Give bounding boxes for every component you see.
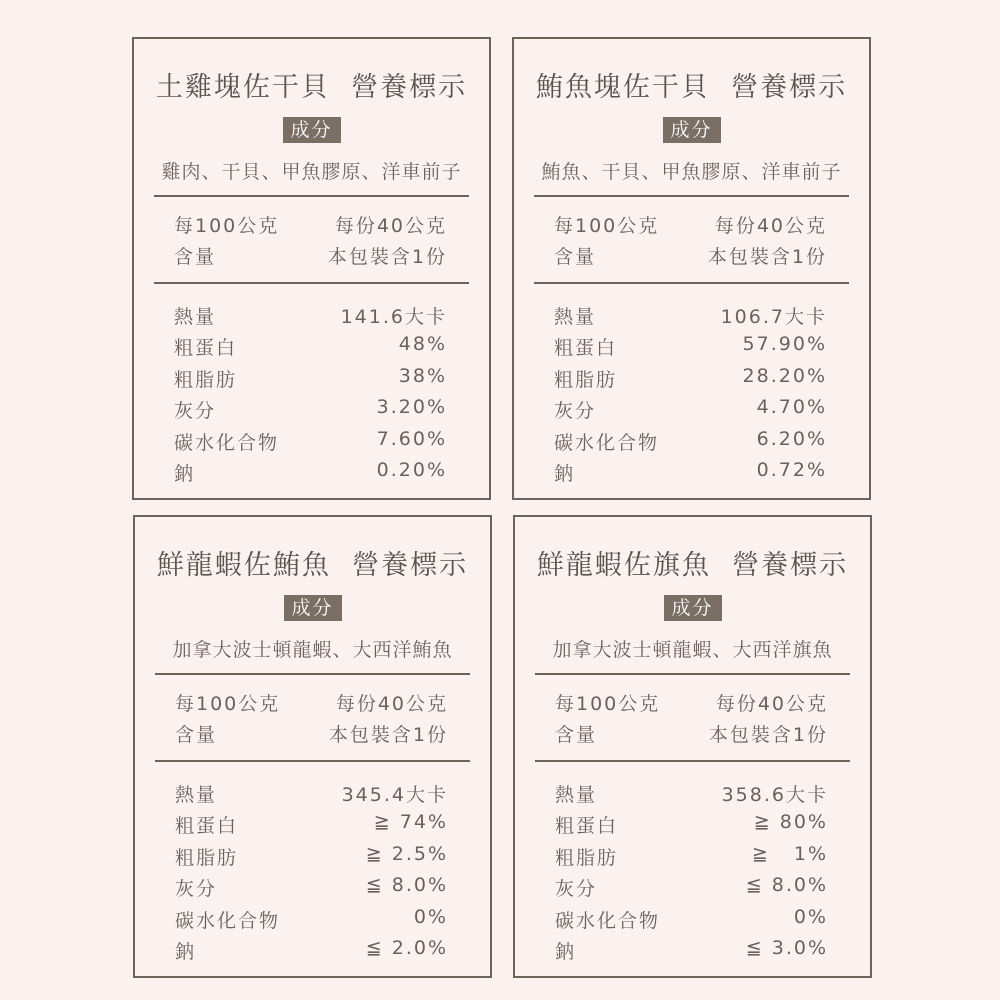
nutrient-value: 48% (398, 333, 447, 355)
nutrient-label: 熱量 (554, 306, 597, 328)
nutrient-value: 28.20% (742, 365, 827, 387)
nutrient-value: ≦ 8.0% (365, 874, 448, 896)
nutrient-row (175, 874, 448, 904)
nutrient-value: ≦ 3.0% (745, 937, 828, 959)
package-servings-label: 本包裝含1份 (708, 724, 828, 746)
nutrient-row (175, 906, 448, 936)
nutrient-row (555, 937, 828, 967)
nutrient-label: 灰分 (555, 878, 598, 900)
content-label: 含量 (555, 724, 598, 746)
divider (534, 282, 849, 284)
divider (155, 673, 470, 675)
content-label: 含量 (175, 724, 218, 746)
nutrient-value: 0% (413, 906, 448, 928)
nutrient-row (554, 302, 827, 332)
nutrient-row (555, 874, 828, 904)
ingredients-text: 鮪魚、干貝、甲魚膠原、洋車前子 (541, 161, 842, 183)
nutrient-label: 碳水化合物 (554, 432, 660, 454)
nutrient-value: ≦ 2.0% (365, 937, 448, 959)
nutrient-row (554, 365, 827, 395)
nutrient-row (175, 811, 448, 841)
panel-title: 鮮龍蝦佐鮪魚 營養標示 (156, 550, 469, 581)
nutrient-value: 0.20% (376, 459, 447, 481)
nutrient-label: 碳水化合物 (175, 910, 281, 932)
nutrient-value: 7.60% (376, 428, 447, 450)
nutrient-label: 熱量 (555, 784, 598, 806)
nutrient-row (555, 780, 828, 810)
nutrient-label: 碳水化合物 (555, 910, 661, 932)
nutrient-row (554, 333, 827, 363)
nutrient-value: ≧ 80% (753, 811, 828, 833)
nutrient-value: 0.72% (756, 459, 827, 481)
nutrient-row (555, 843, 828, 873)
per-serving-label: 每份40公克 (714, 215, 827, 237)
nutrition-panel-lobster-swordfish (513, 515, 872, 978)
nutrient-value: 358.6大卡 (721, 784, 828, 806)
ingredients-badge: 成分 (662, 117, 720, 143)
panel-title: 鮪魚塊佐干貝 營養標示 (535, 72, 848, 103)
nutrient-value: 3.20% (376, 396, 447, 418)
ingredients-text: 加拿大波士頓龍蝦、大西洋旗魚 (552, 639, 833, 661)
nutrient-label: 粗脂肪 (554, 369, 618, 391)
divider (155, 760, 470, 762)
nutrient-label: 鈉 (554, 463, 576, 485)
nutrient-value: ≧ 1% (751, 843, 828, 865)
ingredients-badge: 成分 (283, 595, 341, 621)
nutrient-label: 粗脂肪 (555, 847, 619, 869)
nutrient-label: 粗脂肪 (174, 369, 238, 391)
nutrient-label: 粗脂肪 (175, 847, 239, 869)
nutrient-value: ≧ 2.5% (365, 843, 448, 865)
divider (535, 760, 850, 762)
nutrient-row (554, 396, 827, 426)
nutrient-value: 106.7大卡 (720, 306, 827, 328)
panel-title: 土雞塊佐干貝 營養標示 (155, 72, 468, 103)
nutrient-label: 鈉 (175, 941, 197, 963)
nutrient-label: 粗蛋白 (555, 815, 619, 837)
nutrient-label: 粗蛋白 (554, 337, 618, 359)
per-100g-label: 每100公克 (554, 215, 660, 237)
nutrient-value: 345.4大卡 (341, 784, 448, 806)
per-serving-label: 每份40公克 (334, 215, 447, 237)
nutrient-label: 熱量 (175, 784, 218, 806)
nutrient-label: 碳水化合物 (174, 432, 280, 454)
per-100g-label: 每100公克 (555, 693, 661, 715)
divider (535, 673, 850, 675)
nutrition-panel-lobster-tuna (133, 515, 492, 978)
nutrient-label: 熱量 (174, 306, 217, 328)
nutrient-label: 粗蛋白 (174, 337, 238, 359)
ingredients-text: 雞肉、干貝、甲魚膠原、洋車前子 (161, 161, 462, 183)
content-label: 含量 (554, 246, 597, 268)
nutrient-row (174, 333, 447, 363)
nutrient-value: 38% (398, 365, 447, 387)
nutrient-label: 灰分 (554, 400, 597, 422)
nutrient-value: 0% (793, 906, 828, 928)
nutrient-row (554, 459, 827, 489)
nutrient-label: 鈉 (174, 463, 196, 485)
nutrient-value: 4.70% (756, 396, 827, 418)
ingredients-text: 加拿大波士頓龍蝦、大西洋鮪魚 (172, 639, 453, 661)
package-servings-label: 本包裝含1份 (707, 246, 827, 268)
nutrient-value: ≧ 74% (373, 811, 448, 833)
package-servings-label: 本包裝含1份 (327, 246, 447, 268)
nutrition-panel-chicken-scallop (132, 37, 491, 500)
per-100g-label: 每100公克 (174, 215, 280, 237)
package-servings-label: 本包裝含1份 (328, 724, 448, 746)
nutrient-row (174, 396, 447, 426)
nutrient-row (174, 459, 447, 489)
nutrient-label: 灰分 (175, 878, 218, 900)
nutrition-panel-tuna-scallop (512, 37, 871, 500)
nutrient-row (175, 780, 448, 810)
nutrient-row (175, 937, 448, 967)
per-100g-label: 每100公克 (175, 693, 281, 715)
panel-title: 鮮龍蝦佐旗魚 營養標示 (536, 550, 849, 581)
nutrient-row (555, 906, 828, 936)
nutrient-value: 57.90% (742, 333, 827, 355)
nutrient-row (555, 811, 828, 841)
ingredients-badge: 成分 (663, 595, 721, 621)
nutrient-row (554, 428, 827, 458)
ingredients-badge: 成分 (282, 117, 340, 143)
nutrient-row (174, 302, 447, 332)
nutrient-value: 141.6大卡 (340, 306, 447, 328)
nutrient-row (174, 365, 447, 395)
nutrient-row (174, 428, 447, 458)
divider (154, 195, 469, 197)
nutrient-label: 鈉 (555, 941, 577, 963)
divider (154, 282, 469, 284)
per-serving-label: 每份40公克 (715, 693, 828, 715)
divider (534, 195, 849, 197)
nutrient-row (175, 843, 448, 873)
nutrient-value: 6.20% (756, 428, 827, 450)
per-serving-label: 每份40公克 (335, 693, 448, 715)
content-label: 含量 (174, 246, 217, 268)
nutrient-label: 粗蛋白 (175, 815, 239, 837)
nutrient-value: ≦ 8.0% (745, 874, 828, 896)
nutrient-label: 灰分 (174, 400, 217, 422)
